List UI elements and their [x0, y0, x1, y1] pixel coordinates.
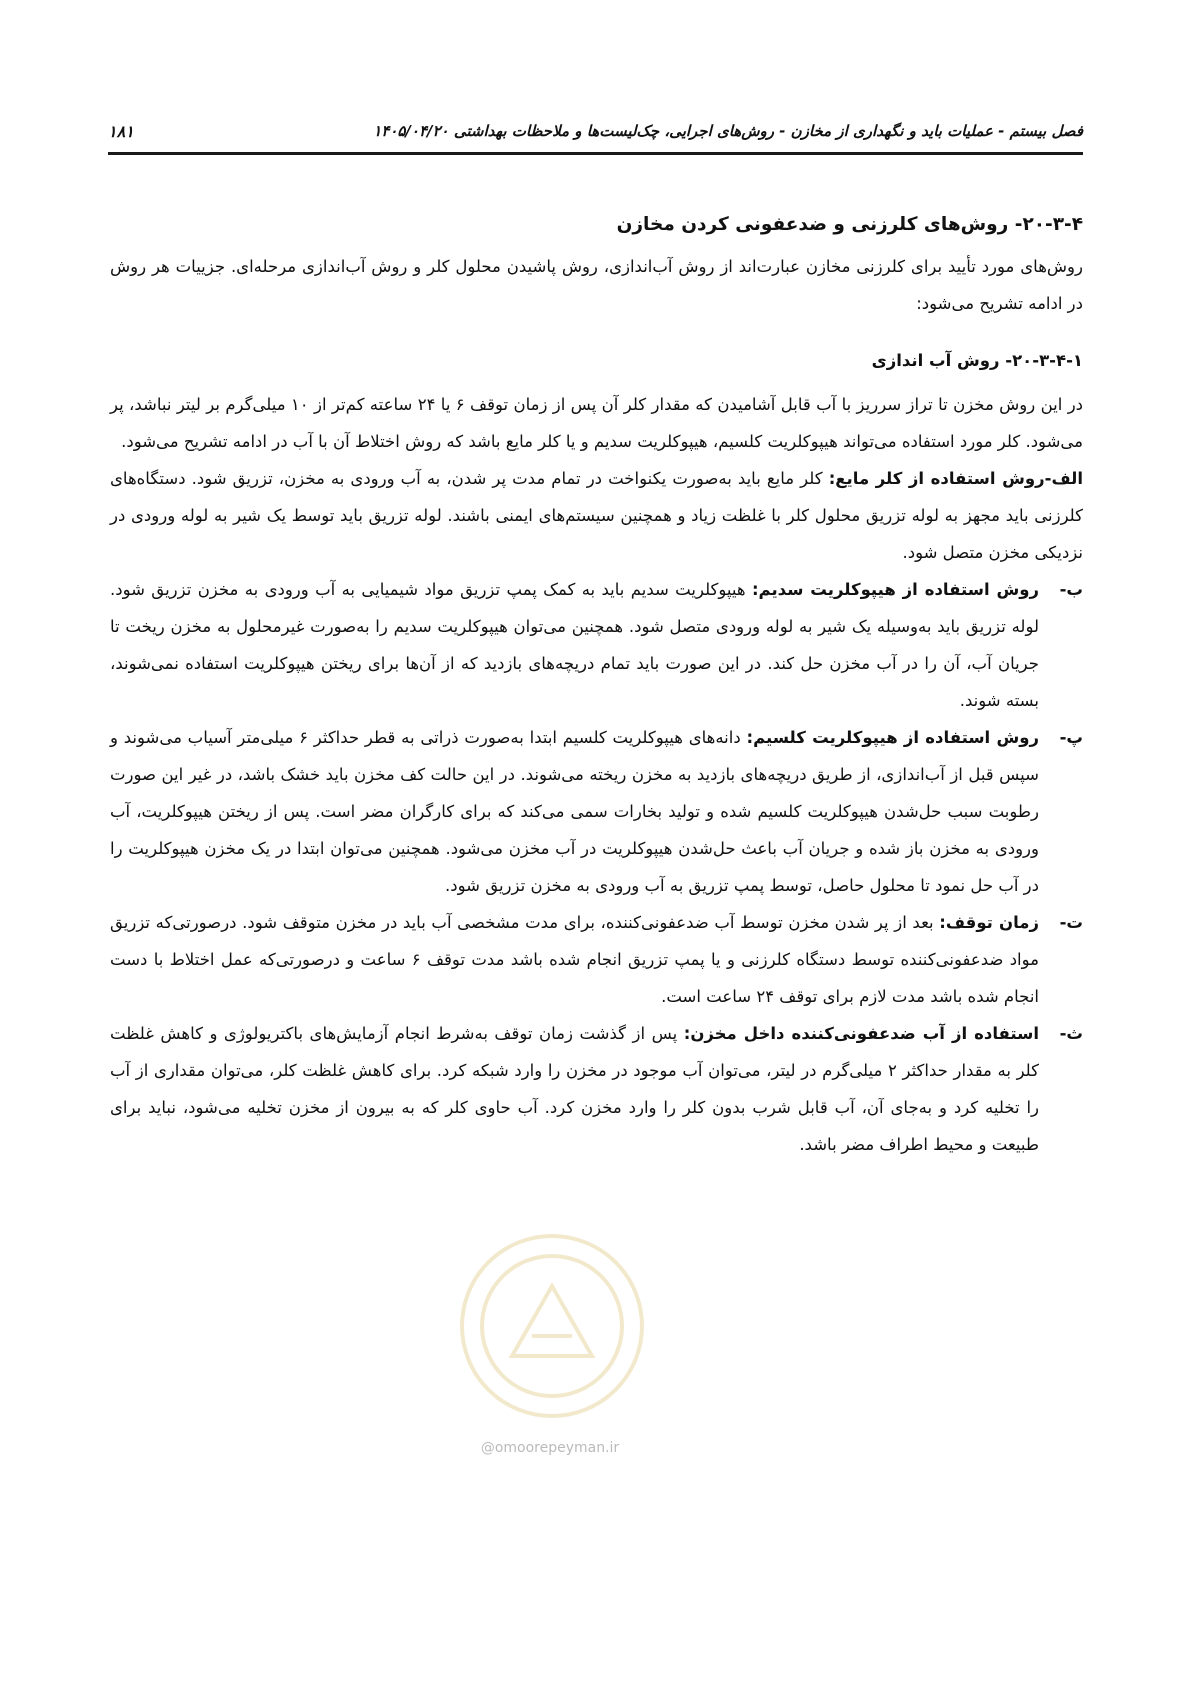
- item-lead: استفاده از آب ضدعفونی‌کننده داخل مخزن:: [683, 1024, 1040, 1043]
- item-marker: ث-: [1059, 1024, 1083, 1043]
- header-rule: [108, 152, 1083, 155]
- item-text: کلر مایع باید به‌صورت یکنواخت در تمام مدت پر شدن، به آب ورودی به مخزن، تزریق شود. دستگاه‌های کلرزنی باید مجهز به لوله تزریق محلول کلر با غلظت زیاد و همچنین سیستم‌های ایمنی باشند. لوله تزریق باید توسط یک شیر به لوله ورودی در نزدیکی مخزن متصل شود.: [110, 469, 1083, 562]
- item-lead: روش استفاده از هیپوکلریت کلسیم:: [746, 728, 1039, 747]
- item-lead: زمان توقف:: [939, 913, 1039, 932]
- page-number: ۱۸۱: [108, 121, 134, 141]
- item-lead: روش استفاده از هیپوکلریت سدیم:: [751, 580, 1039, 599]
- list-item: [110, 904, 1083, 1015]
- subsection-title: ۲۰-۳-۴-۱- روش آب اندازی: [871, 351, 1083, 370]
- item-marker: ت-: [1059, 913, 1083, 932]
- item-text: بعد از پر شدن مخزن توسط آب ضدعفونی‌کننده، برای مدت مشخصی آب باید در مخزن متوقف شود. درصورتی‌که تزریق مواد ضدعفونی‌کننده توسط دستگاه کلرزنی و یا پمپ تزریق انجام شده باشد مدت توقف ۶ ساعت و درصورتی‌که عمل اختلاط با دست انجام شده باشد مدت لازم برای توقف ۲۴ ساعت است.: [110, 913, 1039, 1006]
- method-list: [110, 460, 1083, 1163]
- list-item: [110, 571, 1083, 719]
- running-header: [108, 118, 1083, 144]
- list-item: [110, 460, 1083, 571]
- watermark-url: @omoorepeyman.ir: [480, 1440, 620, 1456]
- item-text: دانه‌های هیپوکلریت کلسیم ابتدا به‌صورت ذراتی به قطر حداکثر ۶ میلی‌متر آسیاب می‌شوند و سپس قبل از آب‌اندازی، از طریق دریچه‌های بازدید به مخزن ریخته می‌شوند. در این حالت کف مخزن باید خشک باشد، در غیر این صورت رطوبت سبب حل‌شدن هیپوکلریت کلسیم شده و تولید بخارات سمی می‌کند که برای کارگران مضر است. پس از ریختن هیپوکلریت، آب ورودی به مخزن باز شده و جریان آب باعث حل‌شدن هیپوکلریت در آب مخزن می‌شود. همچنین می‌توان ابتدا در یک مخزن هیپوکلریت را در آب حل نمود تا محلول حاصل، توسط پمپ تزریق به آب ورودی به مخزن تزریق شود.: [110, 728, 1039, 895]
- item-marker: الف-: [1044, 469, 1083, 488]
- subsection-body: در این روش مخزن تا تراز سرریز با آب قابل آشامیدن که مقدار کلر آن پس از زمان توقف ۶ یا ۲۴ ساعته کم‌تر از ۱۰ میلی‌گرم بر لیتر نباشد، پر می‌شود. کلر مورد استفاده می‌تواند هیپوکلریت کلسیم، هیپوکلریت سدیم و یا کلر مایع باشد که روش اختلاط آن با آب در ادامه تشریح می‌شود.: [110, 395, 1084, 451]
- section-intro: روش‌های مورد تأیید برای کلرزنی مخازن عبارت‌اند از روش آب‌اندازی، روش پاشیدن محلول کلر و روش آب‌اندازی مرحله‌ای. جزییات هر روش در ادامه تشریح می‌شود:: [110, 257, 1083, 313]
- page-content: [110, 208, 1083, 1163]
- item-text: هیپوکلریت سدیم باید به کمک پمپ تزریق مواد شیمیایی به آب ورودی به مخزن تزریق شود. لوله تزریق باید به‌وسیله یک شیر به لوله ورودی متصل شود. همچنین می‌توان هیپوکلریت سدیم را به‌صورت غیرمحلول به مخزن ریخت تا جریان آب، آن را در آب مخزن حل کند. در این صورت باید تمام دریچه‌های بازدید که از آن‌ها برای ریختن هیپوکلریت استفاده نمی‌شوند، بسته شوند.: [110, 580, 1039, 710]
- watermark-logo-icon: [452, 1226, 652, 1426]
- list-item: [110, 1015, 1083, 1163]
- section-title: ۲۰-۳-۴- روش‌های کلرزنی و ضدعفونی کردن مخازن: [616, 214, 1083, 235]
- running-title: فصل بیستم - عملیات باید و نگهداری از مخازن - روش‌های اجرایی، چک‌لیست‌ها و ملاحظات بهداشتی ۱۴۰۵/۰۴/۲۰: [373, 122, 1083, 140]
- item-lead: روش استفاده از کلر مایع:: [828, 469, 1045, 488]
- item-marker: ب-: [1059, 580, 1083, 599]
- list-item: [110, 719, 1083, 904]
- item-marker: پ-: [1059, 728, 1083, 747]
- item-text: پس از گذشت زمان توقف به‌شرط انجام آزمایش‌های باکتریولوژی و کاهش غلظت کلر به مقدار حداکثر ۲ میلی‌گرم در لیتر، می‌توان آب موجود در مخزن را وارد شبکه کرد. برای کاهش غلظت کلر، می‌توان مقداری از آب را تخلیه کرد و به‌جای آن، آب قابل شرب بدون کلر را وارد مخزن کرد. آب حاوی کلر که به بیرون از مخزن تخلیه می‌شود، نباید برای طبیعت و محیط اطراف مضر باشد.: [110, 1024, 1039, 1154]
